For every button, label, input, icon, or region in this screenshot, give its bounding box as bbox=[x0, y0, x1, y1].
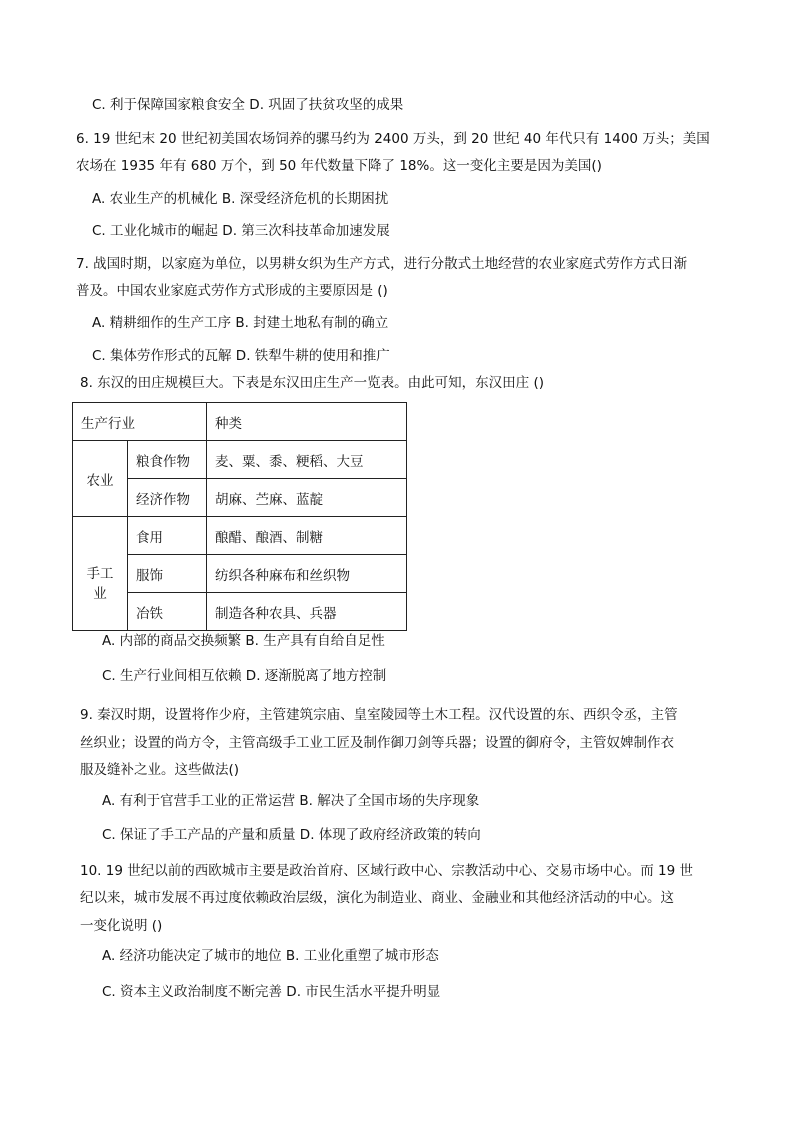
question-9-stem-3: 服及缝补之业。这些做法() bbox=[80, 762, 240, 778]
question-7-stem-1: 7. 战国时期，以家庭为单位，以男耕女织为生产方式，进行分散式土地经营的农业家庭式劳作方式日渐 bbox=[76, 256, 688, 272]
question-6-stem-2: 农场在 1935 年有 680 万个，到 50 年代数量下降了 18%。这一变化主要是因为美国() bbox=[76, 158, 602, 174]
question-9-option-ab: A. 有利于官营手工业的正常运营 B. 解决了全国市场的失序现象 bbox=[102, 793, 480, 809]
question-10-stem-2: 纪以来，城市发展不再过度依赖政治层级，演化为制造业、商业、金融业和其他经济活动的中心。这 bbox=[80, 890, 674, 906]
table-cell: 食用 bbox=[128, 517, 207, 555]
table-cell: 纺织各种麻布和丝织物 bbox=[207, 555, 407, 593]
question-7-option-cd: C. 集体劳作形式的瓦解 D. 铁犁牛耕的使用和推广 bbox=[92, 348, 390, 364]
table-cell: 制造各种农具、兵器 bbox=[207, 593, 407, 631]
question-8-option-cd: C. 生产行业间相互依赖 D. 逐渐脱离了地方控制 bbox=[102, 668, 387, 684]
question-10-stem-3: 一变化说明 () bbox=[80, 918, 163, 934]
table-cell: 粮食作物 bbox=[128, 441, 207, 479]
table-cell: 酿醋、酿酒、制糖 bbox=[207, 517, 407, 555]
question-6-option-cd: C. 工业化城市的崛起 D. 第三次科技革命加速发展 bbox=[92, 223, 390, 239]
table-header-cell: 生产行业 bbox=[73, 403, 207, 441]
question-10-option-cd: C. 资本主义政治制度不断完善 D. 市民生活水平提升明显 bbox=[102, 984, 441, 1000]
table-cell: 经济作物 bbox=[128, 479, 207, 517]
question-7-stem-2: 普及。中国农业家庭式劳作方式形成的主要原因是 () bbox=[76, 283, 388, 299]
table-group-cell: 手工业 bbox=[73, 517, 128, 631]
table-row bbox=[73, 517, 407, 555]
production-table bbox=[72, 402, 407, 631]
table-cell: 冶铁 bbox=[128, 593, 207, 631]
question-8-stem: 8. 东汉的田庄规模巨大。下表是东汉田庄生产一览表。由此可知，东汉田庄 () bbox=[80, 375, 544, 391]
question-10-option-ab: A. 经济功能决定了城市的地位 B. 工业化重塑了城市形态 bbox=[102, 948, 439, 964]
table-cell: 胡麻、苎麻、蓝靛 bbox=[207, 479, 407, 517]
table-header-cell: 种类 bbox=[207, 403, 407, 441]
question-9-stem-2: 丝织业；设置的尚方令，主管高级手工业工匠及制作御刀剑等兵器；设置的御府令，主管奴婢制作衣 bbox=[80, 735, 674, 751]
option-line: C. 利于保障国家粮食安全 D. 巩固了扶贫攻坚的成果 bbox=[92, 97, 404, 113]
table-row bbox=[73, 441, 407, 479]
question-6-option-ab: A. 农业生产的机械化 B. 深受经济危机的长期困扰 bbox=[92, 191, 389, 207]
question-6-stem-1: 6. 19 世纪末 20 世纪初美国农场饲养的骡马约为 2400 万头，到 20 世纪 40 年代只有 1400 万头；美国 bbox=[76, 131, 710, 147]
table-group-cell: 农业 bbox=[73, 441, 128, 517]
question-9-stem-1: 9. 秦汉时期，设置将作少府，主管建筑宗庙、皇室陵园等土木工程。汉代设置的东、西织令丞，主管 bbox=[80, 707, 678, 723]
table-cell: 麦、粟、黍、粳稻、大豆 bbox=[207, 441, 407, 479]
table-header-row bbox=[73, 403, 407, 441]
table-cell: 服饰 bbox=[128, 555, 207, 593]
question-8-option-ab: A. 内部的商品交换频繁 B. 生产具有自给自足性 bbox=[102, 633, 385, 649]
question-7-option-ab: A. 精耕细作的生产工序 B. 封建土地私有制的确立 bbox=[92, 315, 389, 331]
question-10-stem-1: 10. 19 世纪以前的西欧城市主要是政治首府、区域行政中心、宗教活动中心、交易市场中心。而 19 世 bbox=[80, 863, 693, 879]
question-9-option-cd: C. 保证了手工产品的产量和质量 D. 体现了政府经济政策的转向 bbox=[102, 827, 481, 843]
